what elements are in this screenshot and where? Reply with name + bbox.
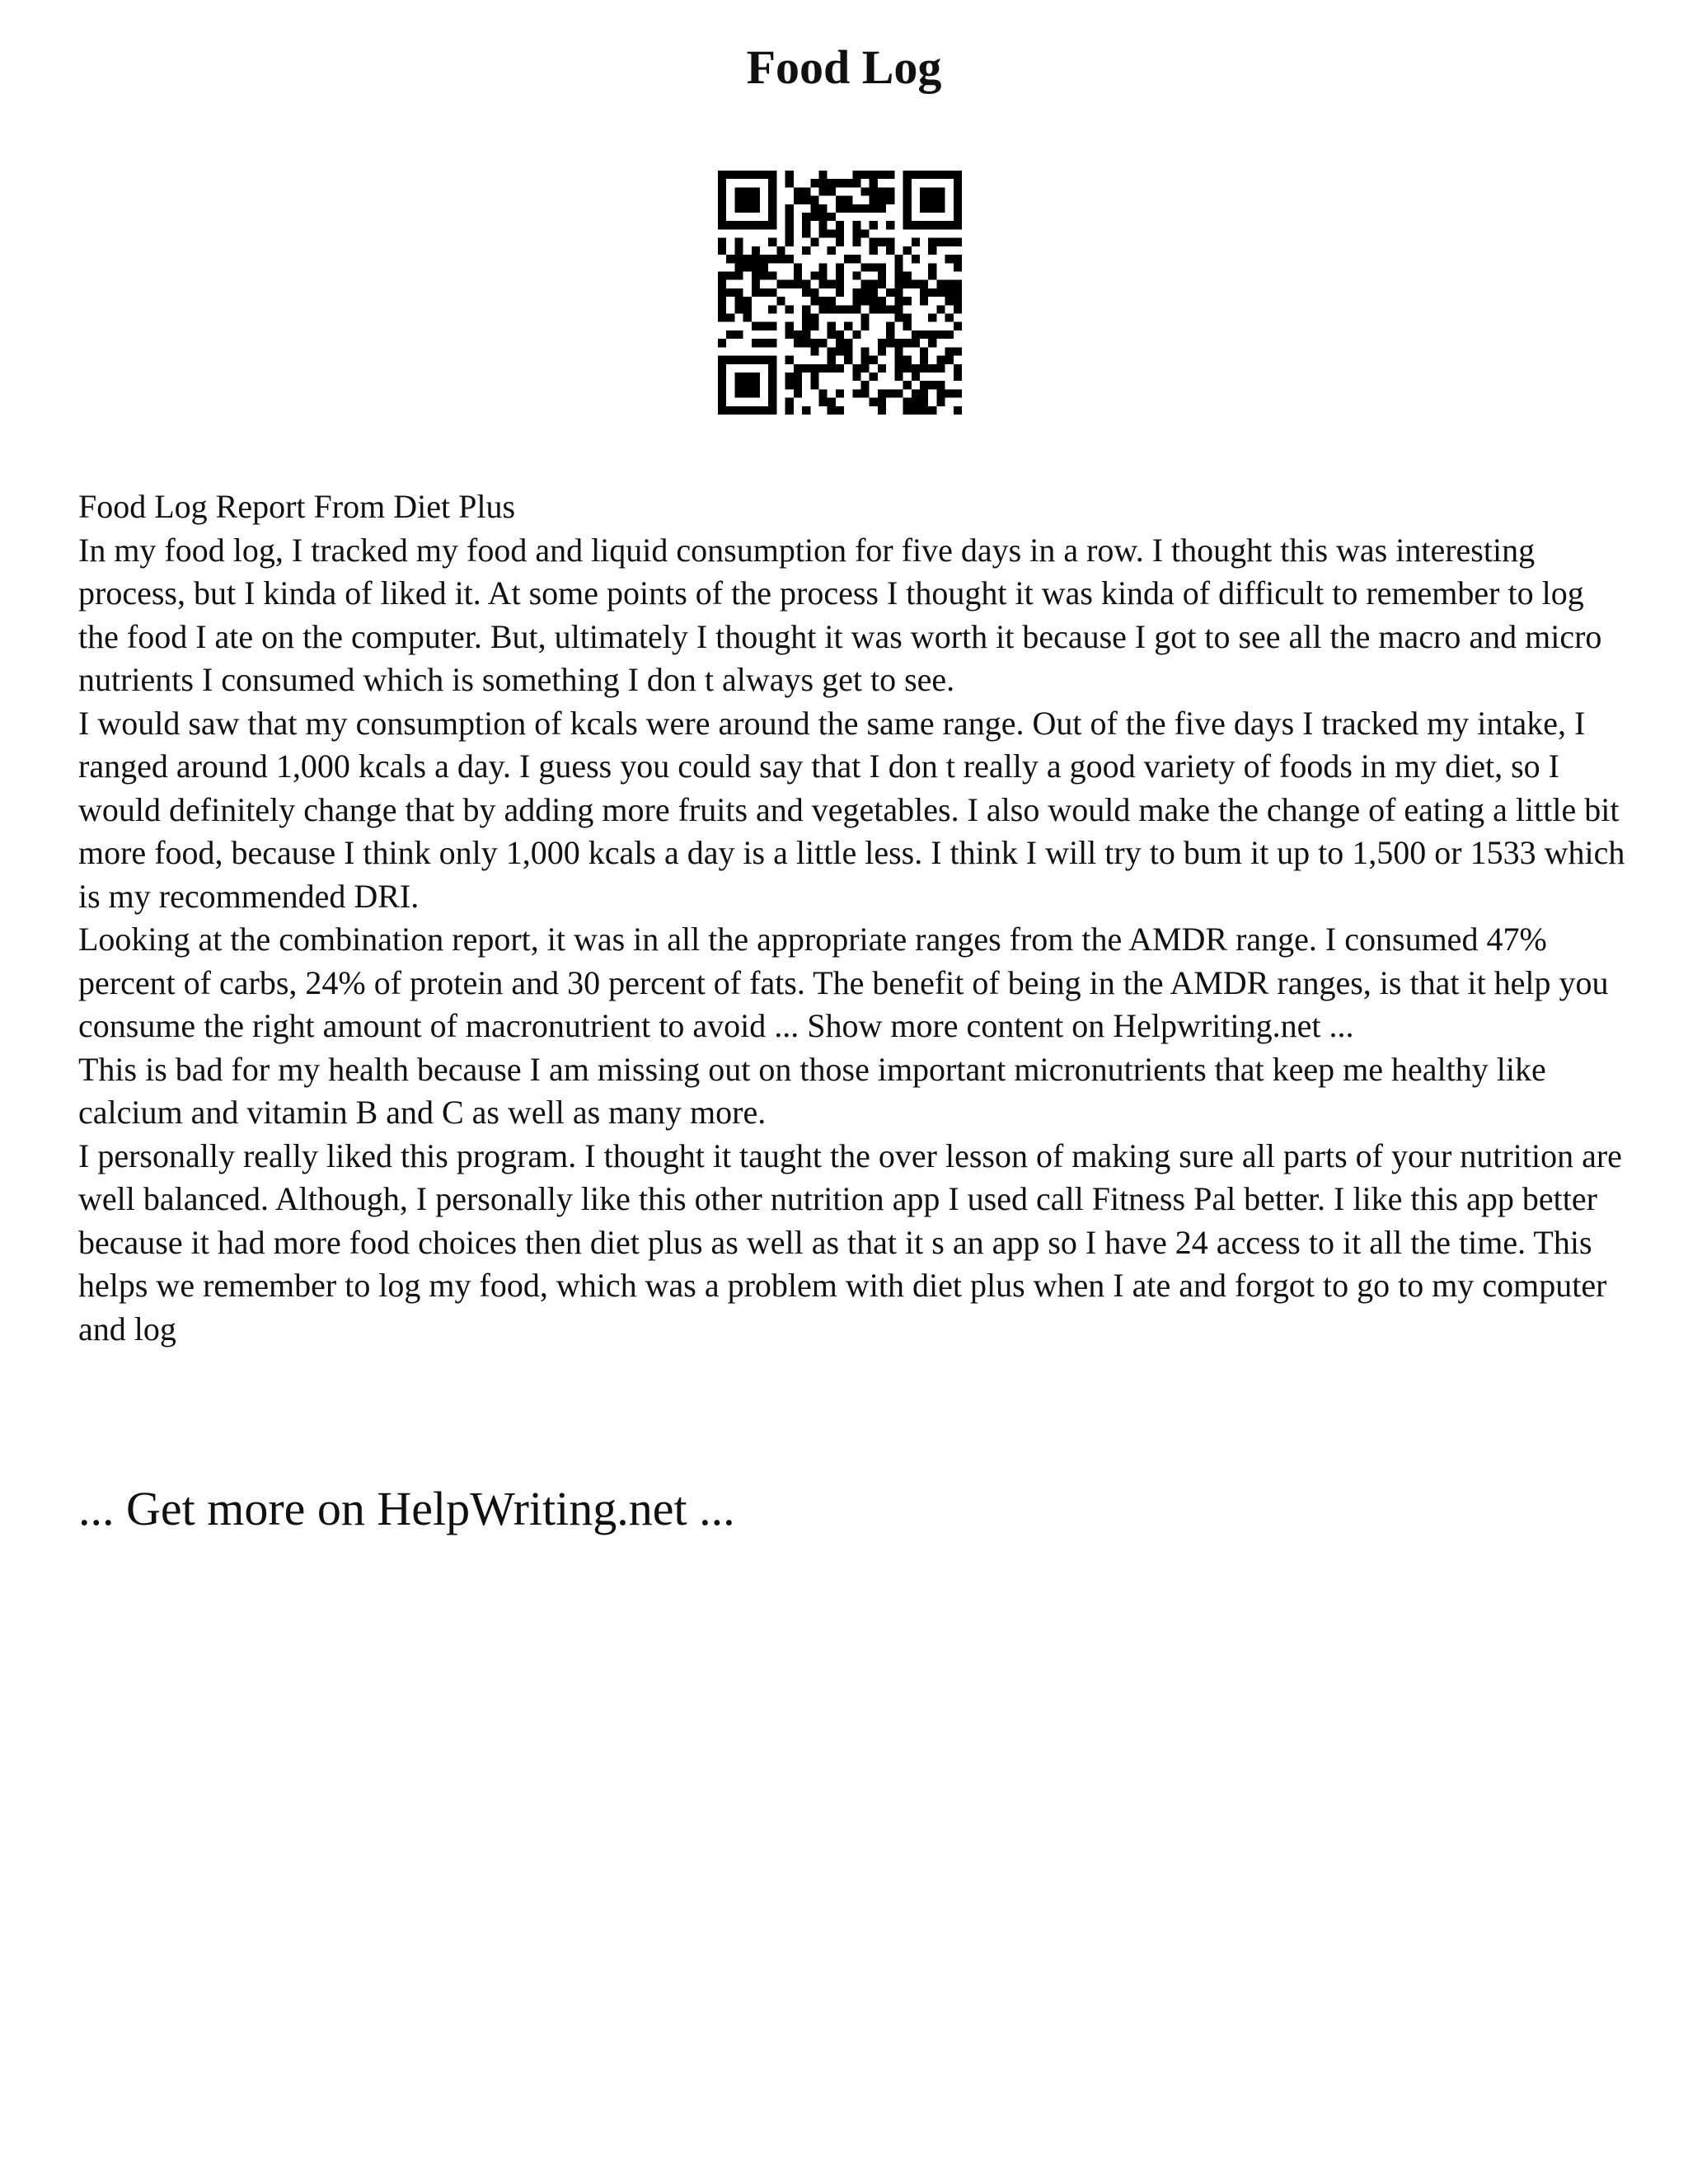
paragraph-micronutrients: This is bad for my health because I am missing out on those important micronutrients that keep me healthy like calcium and vitamin B and C as well as many more. <box>78 1050 1546 1131</box>
paragraph-kcals: I would saw that my consumption of kcals were around the same range. Out of the five days I tracked my intake, I ranged around 1,000 kcals a day. I guess you could say that I don t really a good variety of foods in my diet, so I would definitely change that by adding more fruits and vegetables. I also would make the change of eating a little bit more food, because I think only 1,000 kcals a day is a little less. I think I will try to bum it up to 1,500 or 1533 which is my recommended DRI. <box>78 704 1625 915</box>
paragraph-intro: In my food log, I tracked my food and liquid consumption for five days in a row. I thought this was interesting process, but I kinda of liked it. At some points of the process I thought it was kinda of difficult to remember to log the food I ate on the computer. But, ultimately I thought it was worth it because I got to see all the macro and micro nutrients I consumed which is something I don t always get to see. <box>78 531 1602 698</box>
get-more-link[interactable]: ... Get more on HelpWriting.net ... <box>78 1482 735 1535</box>
page-title: Food Log <box>746 40 942 94</box>
paragraph-amdr: Looking at the combination report, it was in all the appropriate ranges from the AMDR range. I consumed 47% percent of carbs, 24% of protein and 30 percent of fats. The benefit of being in the AMDR ranges, is that it help you consume the right amount of macronutrient to avoid ... Show more content on Helpwriting.net ... <box>78 921 1609 1044</box>
paragraph-program-opinion: I personally really liked this program. I thought it taught the over lesson of making sure all parts of your nutrition are well balanced. Although, I personally like this other nutrition app I used call Fitness Pal better. I like this app better because it had more food choices then diet plus as well as that it s an app so I have 24 access to it all the time. This helps we remember to log my food, which was a problem with diet plus when I ate and forgot to go to my computer and log <box>78 1137 1622 1347</box>
qr-code-icon <box>718 171 962 415</box>
report-body <box>78 485 1628 1351</box>
report-subtitle: Food Log Report From Diet Plus <box>78 488 516 525</box>
